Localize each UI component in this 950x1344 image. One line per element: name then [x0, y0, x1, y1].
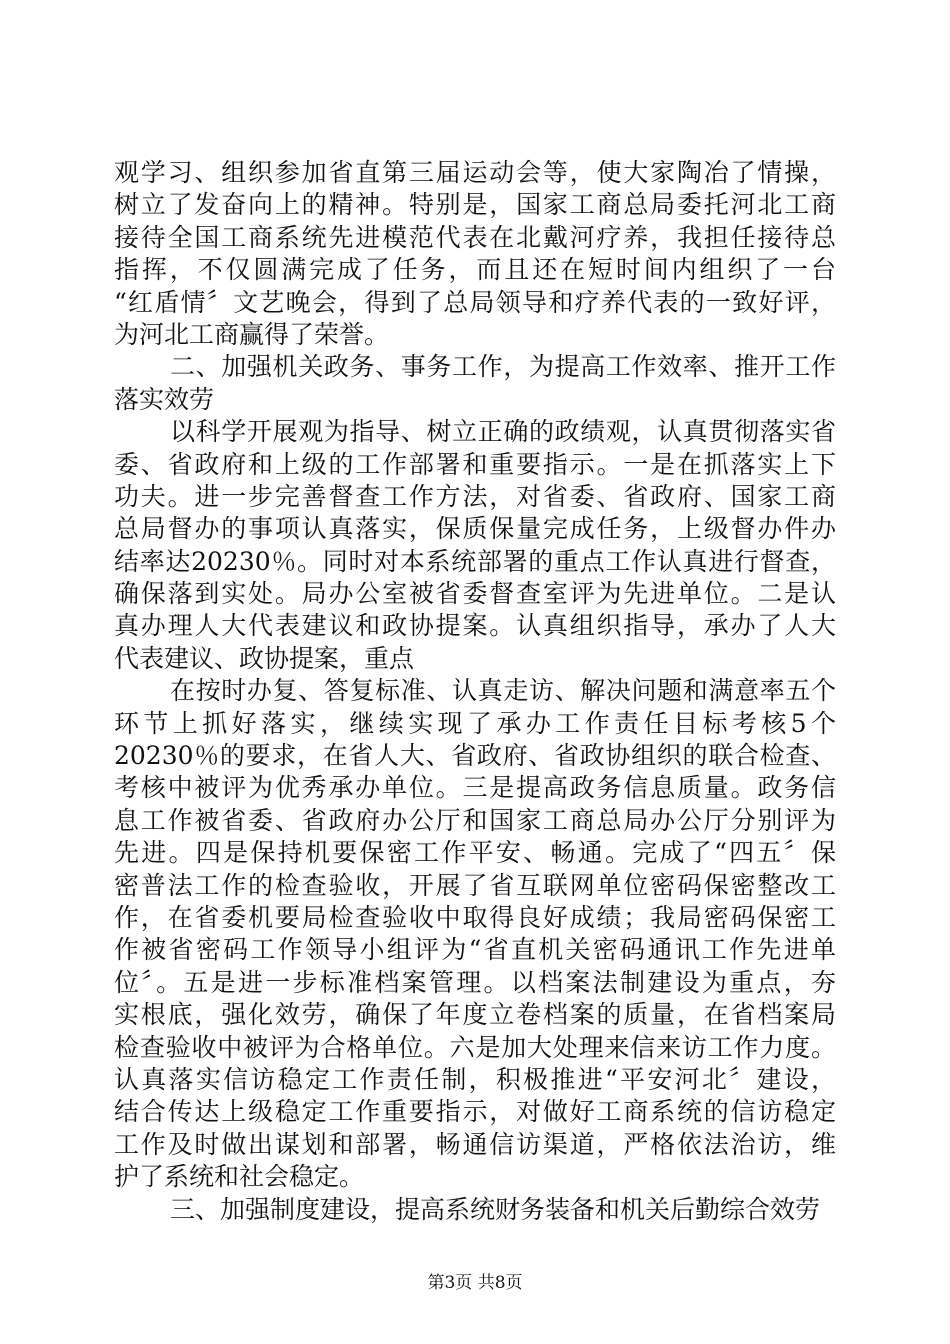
text-line: 位〞。五是进一步标准档案管理。以档案法制建设为重点，夯 — [114, 967, 836, 997]
text-line: 真办理人大代表建议和政协提案。认真组织指导，承办了人大 — [114, 611, 836, 641]
text-line: 在按时办复、答复标准、认真走访、解决问题和满意率五个 — [170, 676, 836, 706]
text-line: 接待全国工商系统先进模范代表在北戴河疗养，我担任接待总 — [114, 222, 836, 252]
text-line: 以科学开展观为指导、树立正确的政绩观，认真贯彻落实省 — [170, 417, 836, 447]
text-line: 落实效劳 — [114, 384, 215, 414]
section-heading-3 — [114, 1194, 836, 1226]
text-line: 考核中被评为优秀承办单位。三是提高政务信息质量。政务信 — [114, 773, 836, 803]
text-line: 总局督办的事项认真落实，保质保量完成任务，上级督办件办 — [114, 514, 836, 544]
text-line: 指挥，不仅圆满完成了任务，而且还在短时间内组织了一台 — [114, 255, 836, 285]
paragraph-3 — [114, 416, 836, 675]
text-line: 功夫。进一步完善督查工作方法，对省委、省政府、国家工商 — [114, 481, 836, 511]
document-body — [114, 157, 836, 1226]
page-number: 第3页 共8页 — [427, 1273, 523, 1293]
text-line: 代表建议、政协提案，重点 — [114, 643, 415, 673]
text-line: 二、加强机关政务、事务工作，为提高工作效率、推开工作 — [170, 352, 836, 382]
section-heading-2 — [114, 351, 836, 416]
text-line: 工作及时做出谋划和部署，畅通信访渠道，严格依法治访，维 — [114, 1129, 836, 1159]
text-line: 为河北工商赢得了荣誉。 — [114, 319, 390, 349]
text-line: 作被省密码工作领导小组评为“省直机关密码通讯工作先进单 — [114, 935, 836, 965]
text-line: 结合传达上级稳定工作重要指示，对做好工商系统的信访稳定 — [114, 1097, 836, 1127]
text-line: 先进。四是保持机要保密工作平安、畅通。完成了“四五〞保 — [114, 838, 836, 868]
text-line: 委、省政府和上级的工作部署和重要指示。一是在抓落实上下 — [114, 449, 836, 479]
text-line: 树立了发奋向上的精神。特别是，国家工商总局委托河北工商 — [114, 190, 836, 220]
text-line: 20230％的要求，在省人大、省政府、省政协组织的联合检查、 — [114, 741, 836, 771]
text-line: 密普法工作的检查验收，开展了省互联网单位密码保密整改工 — [114, 870, 836, 900]
text-line: “红盾情〞文艺晚会，得到了总局领导和疗养代表的一致好评， — [114, 287, 836, 317]
text-line: 息工作被省委、省政府办公厅和国家工商总局办公厅分别评为 — [114, 805, 836, 835]
text-line: 认真落实信访稳定工作责任制，积极推进“平安河北〞建设， — [114, 1064, 836, 1094]
text-line: 检查验收中被评为合格单位。六是加大处理来信来访工作力度。 — [114, 1032, 836, 1062]
text-line: 结率达20230％。同时对本系统部署的重点工作认真进行督查， — [114, 546, 836, 576]
text-line: 护了系统和社会稳定。 — [114, 1162, 365, 1192]
paragraph-4 — [114, 675, 836, 1193]
text-line: 确保落到实处。局办公室被省委督查室评为先进单位。二是认 — [114, 579, 836, 609]
text-line: 实根底，强化效劳，确保了年度立卷档案的质量，在省档案局 — [114, 1000, 836, 1030]
paragraph-1 — [114, 157, 836, 351]
text-line: 观学习、组织参加省直第三届运动会等，使大家陶冶了情操， — [114, 158, 836, 187]
text-line: 环节上抓好落实，继续实现了承办工作责任目标考核5个 — [114, 708, 836, 738]
text-line: 作，在省委机要局检查验收中取得良好成绩；我局密码保密工 — [114, 902, 836, 932]
text-line: 三、加强制度建设，提高系统财务装备和机关后勤综合效劳 — [170, 1194, 821, 1224]
